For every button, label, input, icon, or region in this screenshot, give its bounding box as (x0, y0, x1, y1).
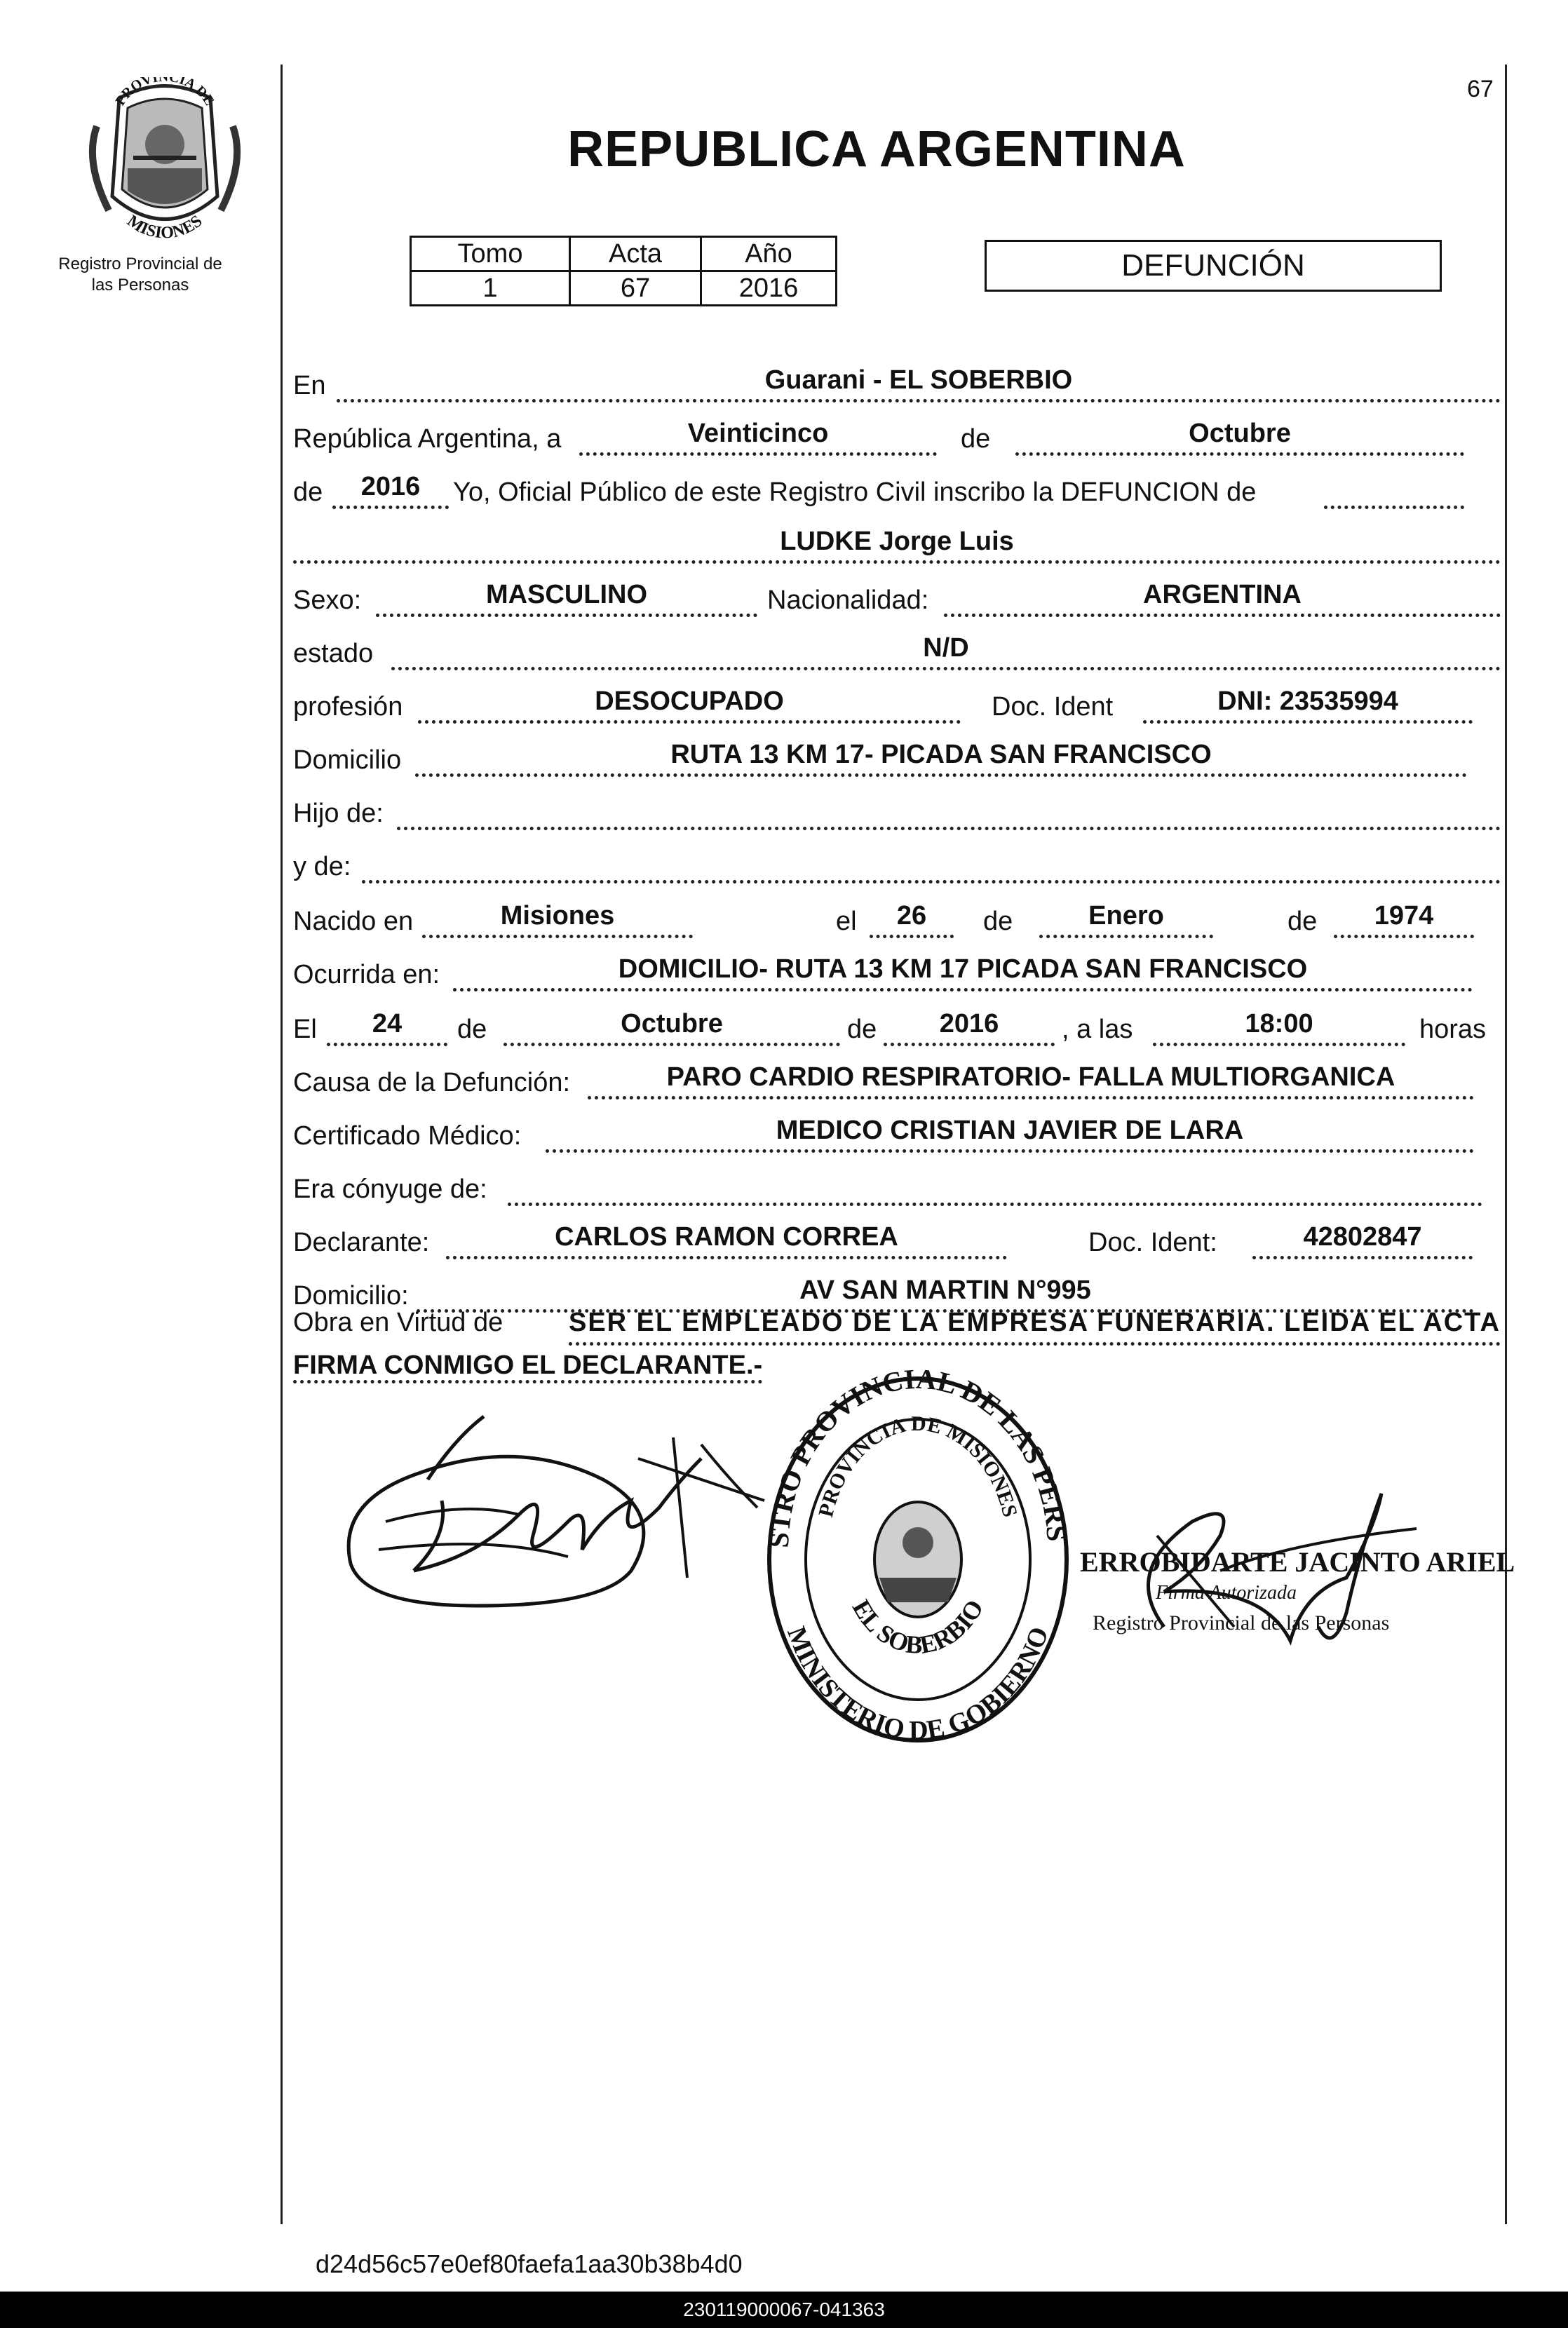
profesion-dotted-line (418, 720, 961, 724)
doc-ident-value: DNI: 23535994 (1217, 686, 1398, 716)
declarante-doc-label: Doc. Ident: (1088, 1228, 1217, 1257)
en-dotted-line (337, 399, 1501, 402)
obra-text-line-1: SER EL EMPLEADO DE LA EMPRESA FUNERARIA. LEIDA EL ACTA (569, 1303, 1501, 1346)
death-year-value: 2016 (939, 1009, 999, 1038)
declarante-label: Declarante: (293, 1228, 430, 1257)
act-type-box: DEFUNCIÓN (985, 240, 1442, 292)
certificado-value: MEDICO CRISTIAN JAVIER DE LARA (776, 1116, 1244, 1145)
anio-value: 2016 (701, 271, 837, 306)
en-value: Guarani - EL SOBERBIO (764, 365, 1073, 395)
certificado-label: Certificado Médico: (293, 1121, 522, 1151)
death-time-value: 18:00 (1245, 1009, 1313, 1038)
svg-text:MISIONES (123, 212, 205, 238)
nacido-de-label: de (983, 907, 1013, 936)
republica-de-label: de (961, 424, 991, 454)
declarante-doc-dotted-line (1252, 1256, 1473, 1259)
stamp-middle-text: EL SOBERBIO (846, 1595, 989, 1660)
year-de-label: de (293, 478, 323, 507)
birth-month-dotted-line (1039, 935, 1213, 938)
estado-dotted-line (391, 667, 1501, 670)
domicilio-declarante-value: AV SAN MARTIN N°995 (799, 1275, 1091, 1305)
row-republica (293, 414, 1501, 463)
organization-name (28, 254, 252, 296)
domicilio-label: Domicilio (293, 745, 402, 775)
nacido-de2-label: de (1287, 907, 1318, 936)
acta-header: Acta (570, 237, 701, 271)
row-year (293, 467, 1501, 516)
footer-code-bar (0, 2292, 1568, 2328)
nacido-el-label: el (836, 907, 857, 936)
sexo-value: MASCULINO (485, 580, 648, 609)
fecha-alas-label: , a las (1062, 1015, 1133, 1044)
profesion-label: profesión (293, 692, 403, 722)
declarante-dotted-line (446, 1256, 1007, 1259)
nacido-label: Nacido en (293, 907, 414, 936)
registry-stamp-seal (759, 1367, 1077, 1752)
fecha-de-label: de (457, 1015, 487, 1044)
row-fecha-defuncion (293, 1004, 1501, 1053)
official-stamp-name: ERROBIDARTE JACINTO ARIEL (1080, 1546, 1515, 1578)
name-dotted-line (293, 560, 1501, 564)
tomo-header: Tomo (411, 237, 570, 271)
death-day-value: 24 (372, 1009, 403, 1038)
domicilio-value: RUTA 13 KM 17- PICADA SAN FRANCISCO (670, 740, 1212, 769)
row-causa (293, 1057, 1501, 1107)
en-label: En (293, 371, 326, 400)
row-hijo (293, 788, 1501, 837)
registration-month-value: Octubre (1189, 419, 1291, 448)
row-conyuge (293, 1164, 1501, 1213)
declarant-signature (337, 1395, 785, 1634)
row-ocurrida (293, 949, 1501, 999)
death-time-dotted-line (1153, 1043, 1405, 1046)
y-de-label: y de: (293, 852, 351, 881)
death-month-dotted-line (503, 1043, 840, 1046)
domicilio-declarante-label: Domicilio: (293, 1281, 409, 1311)
causa-label: Causa de la Defunción: (293, 1068, 571, 1097)
certificado-dotted-line (546, 1149, 1474, 1153)
row-profesion (293, 682, 1501, 731)
anio-header: Año (701, 237, 837, 271)
row-en (293, 360, 1501, 410)
stamp-outer-top-text: STRO PROVINCIAL DE LAS PERS (762, 1367, 1073, 1549)
birth-day-value: 26 (896, 901, 927, 930)
doc-ident-label: Doc. Ident (992, 692, 1114, 722)
tomo-value: 1 (411, 271, 570, 306)
obra-label: Obra en Virtud de (293, 1308, 503, 1337)
statement-dotted-line (1324, 506, 1464, 509)
deceased-name: LUDKE Jorge Luis (780, 527, 1014, 556)
hijo-label: Hijo de: (293, 799, 384, 828)
organization-line-2: las Personas (91, 276, 189, 295)
year-dotted-line (332, 506, 449, 509)
left-margin-line (281, 65, 283, 2224)
sexo-label: Sexo: (293, 586, 362, 615)
birth-month-value: Enero (1088, 901, 1164, 930)
ocurrida-value: DOMICILIO- RUTA 13 KM 17 PICADA SAN FRANCISCO (618, 954, 1308, 984)
row-y-de (293, 841, 1501, 891)
logo-bottom-text: MISIONES (123, 211, 206, 238)
register-table (410, 236, 837, 306)
ocurrida-dotted-line (453, 988, 1473, 992)
ocurrida-label: Ocurrida en: (293, 960, 440, 989)
official-stamp-registry: Registro Provincial de las Personas (1093, 1611, 1390, 1635)
estado-label: estado (293, 639, 374, 668)
birth-year-dotted-line (1334, 935, 1474, 938)
document-hash: d24d56c57e0ef80faefa1aa30b38b4d0 (316, 2249, 743, 2278)
logo-top-text: PROVI CIA DE (112, 77, 217, 109)
row-declarante (293, 1217, 1501, 1266)
province-logo (77, 77, 252, 238)
row-certificado (293, 1111, 1501, 1160)
row-estado (293, 628, 1501, 677)
registration-statement: Yo, Oficial Público de este Registro Civil inscribo la DEFUNCION de (453, 478, 1257, 507)
right-margin-line (1505, 65, 1507, 2224)
obra-text-line-2: FIRMA CONMIGO EL DECLARANTE.- (293, 1351, 762, 1383)
birthplace-dotted-line (422, 935, 693, 938)
doc-ident-dotted-line (1143, 720, 1473, 724)
death-month-value: Octubre (621, 1009, 723, 1038)
declarant-signature-drawing (337, 1395, 785, 1634)
birthplace-value: Misiones (500, 901, 615, 930)
month-dotted-line (1015, 452, 1464, 456)
registration-day-value: Veinticinco (687, 419, 829, 448)
y-de-dotted-line (362, 880, 1501, 884)
nacionalidad-value: ARGENTINA (1143, 580, 1302, 609)
birth-day-dotted-line (870, 935, 954, 938)
domicilio-dotted-line (415, 773, 1467, 777)
row-nacido (293, 896, 1501, 945)
death-year-dotted-line (884, 1043, 1055, 1046)
row-domicilio (293, 735, 1501, 784)
declarante-value: CARLOS RAMON CORREA (555, 1222, 898, 1252)
stamp-outer-bottom-text: MINISTERIO DE GOBIERNO (781, 1623, 1055, 1746)
row-sexo (293, 575, 1501, 624)
page-number: 67 (1467, 76, 1494, 102)
registration-year-value: 2016 (360, 472, 421, 501)
misiones-coat-of-arms-icon (77, 77, 252, 238)
fecha-el-label: El (293, 1015, 317, 1044)
registry-stamp (759, 1367, 1077, 1752)
conyuge-dotted-line (508, 1203, 1482, 1206)
declarante-doc-value: 42802847 (1303, 1222, 1422, 1252)
footer-code: 230119000067-041363 (683, 2299, 885, 2320)
row-name (293, 522, 1501, 571)
document-title: REPUBLICA ARGENTINA (567, 121, 1186, 177)
fecha-de2-label: de (847, 1015, 877, 1044)
nacionalidad-label: Nacionalidad: (767, 586, 929, 615)
profesion-value: DESOCUPADO (595, 686, 784, 716)
estado-value: N/D (923, 633, 969, 663)
birth-year-value: 1974 (1374, 901, 1434, 930)
official-stamp-title: Firma Autorizada (1156, 1582, 1297, 1604)
organization-line-1: Registro Provincial de (58, 255, 222, 273)
sexo-dotted-line (376, 614, 757, 617)
causa-value: PARO CARDIO RESPIRATORIO- FALLA MULTIORGANICA (666, 1062, 1395, 1092)
conyuge-label: Era cónyuge de: (293, 1175, 487, 1204)
fecha-horas-label: horas (1419, 1015, 1487, 1044)
nacionalidad-dotted-line (944, 614, 1501, 617)
death-day-dotted-line (327, 1043, 447, 1046)
republica-label: República Argentina, a (293, 424, 562, 454)
hijo-dotted-line (397, 827, 1501, 830)
causa-dotted-line (588, 1096, 1474, 1099)
official-signature-block (1080, 1487, 1515, 1697)
acta-value: 67 (570, 271, 701, 306)
stamp-inner-top-text: PROVINCIA DE MISIONES (814, 1412, 1022, 1520)
day-dotted-line (579, 452, 937, 456)
